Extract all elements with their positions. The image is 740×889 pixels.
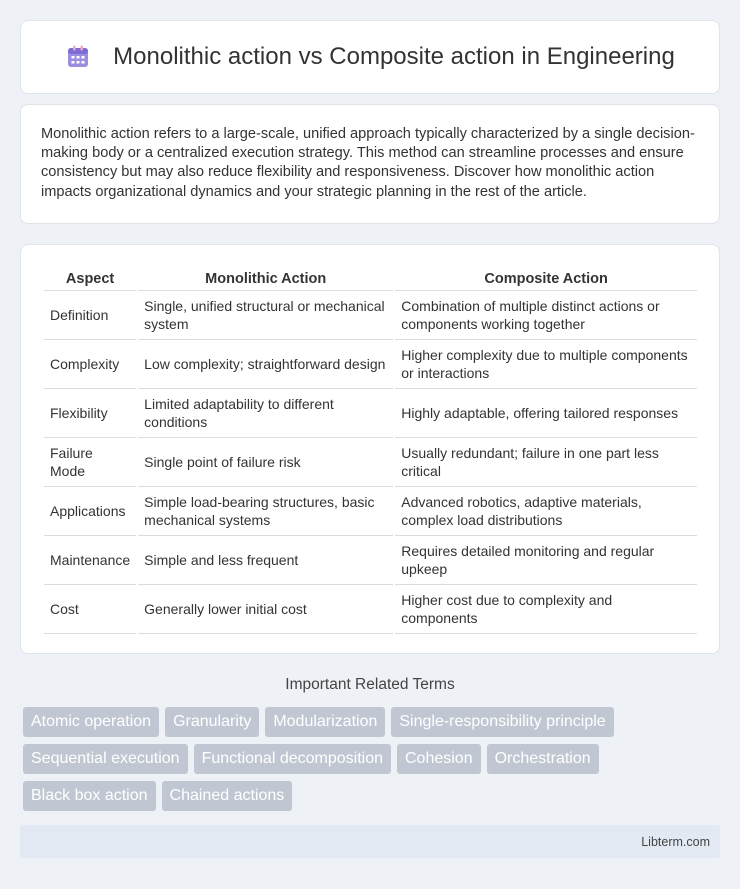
related-terms-list [23, 707, 723, 811]
related-term-tag[interactable]: Orchestration [487, 744, 599, 774]
row-monolithic: Simple and less frequent [138, 536, 393, 585]
row-monolithic: Simple load-bearing structures, basic mechanical systems [138, 487, 393, 536]
header-aspect: Aspect [44, 266, 136, 291]
header-composite: Composite Action [395, 266, 697, 291]
footer-bar [20, 825, 720, 858]
table-row [44, 585, 697, 634]
related-term-tag[interactable]: Chained actions [162, 781, 293, 811]
row-aspect: Definition [44, 291, 136, 340]
row-monolithic: Single point of failure risk [138, 438, 393, 487]
table-row [44, 340, 697, 389]
row-composite: Higher complexity due to multiple components or interactions [395, 340, 697, 389]
calendar-grid-icon [65, 44, 91, 70]
comparison-table [42, 266, 699, 634]
row-composite: Higher cost due to complexity and components [395, 585, 697, 634]
table-row [44, 389, 697, 438]
header-card [20, 20, 720, 94]
table-row [44, 536, 697, 585]
intro-card [20, 104, 720, 224]
row-composite: Usually redundant; failure in one part less critical [395, 438, 697, 487]
table-row [44, 291, 697, 340]
row-aspect: Flexibility [44, 389, 136, 438]
related-term-tag[interactable]: Black box action [23, 781, 156, 811]
table-row [44, 487, 697, 536]
row-monolithic: Limited adaptability to different conditions [138, 389, 393, 438]
row-composite: Highly adaptable, offering tailored responses [395, 389, 697, 438]
table-row [44, 438, 697, 487]
footer-site-link[interactable]: Libterm.com [641, 834, 710, 849]
related-term-tag[interactable]: Sequential execution [23, 744, 188, 774]
row-composite: Combination of multiple distinct actions or components working together [395, 291, 697, 340]
row-monolithic: Low complexity; straightforward design [138, 340, 393, 389]
related-term-tag[interactable]: Cohesion [397, 744, 481, 774]
related-term-tag[interactable]: Granularity [165, 707, 259, 737]
row-aspect: Cost [44, 585, 136, 634]
intro-text: Monolithic action refers to a large-scale, unified approach typically characterized by a single decision-making body or a centralized execution strategy. This method can streamline processes and ensure consistency but may also reduce flexibility and responsiveness. Discover how monolithic action impacts organizational dynamics and your strategic planning in the rest of the article. [41, 126, 695, 200]
row-monolithic: Generally lower initial cost [138, 585, 393, 634]
related-term-tag[interactable]: Modularization [265, 707, 385, 737]
comparison-card [20, 244, 720, 654]
row-aspect: Complexity [44, 340, 136, 389]
row-aspect: Maintenance [44, 536, 136, 585]
row-composite: Advanced robotics, adaptive materials, complex load distributions [395, 487, 697, 536]
related-term-tag[interactable]: Single-responsibility principle [391, 707, 613, 737]
row-aspect: Applications [44, 487, 136, 536]
related-term-tag[interactable]: Functional decomposition [194, 744, 391, 774]
related-terms-title: Important Related Terms [285, 676, 455, 693]
row-monolithic: Single, unified structural or mechanical system [138, 291, 393, 340]
page-title: Monolithic action vs Composite action in Engineering [113, 43, 675, 70]
table-header-row [44, 266, 697, 291]
related-term-tag[interactable]: Atomic operation [23, 707, 159, 737]
row-composite: Requires detailed monitoring and regular upkeep [395, 536, 697, 585]
header-monolithic: Monolithic Action [138, 266, 393, 291]
row-aspect: Failure Mode [44, 438, 136, 487]
